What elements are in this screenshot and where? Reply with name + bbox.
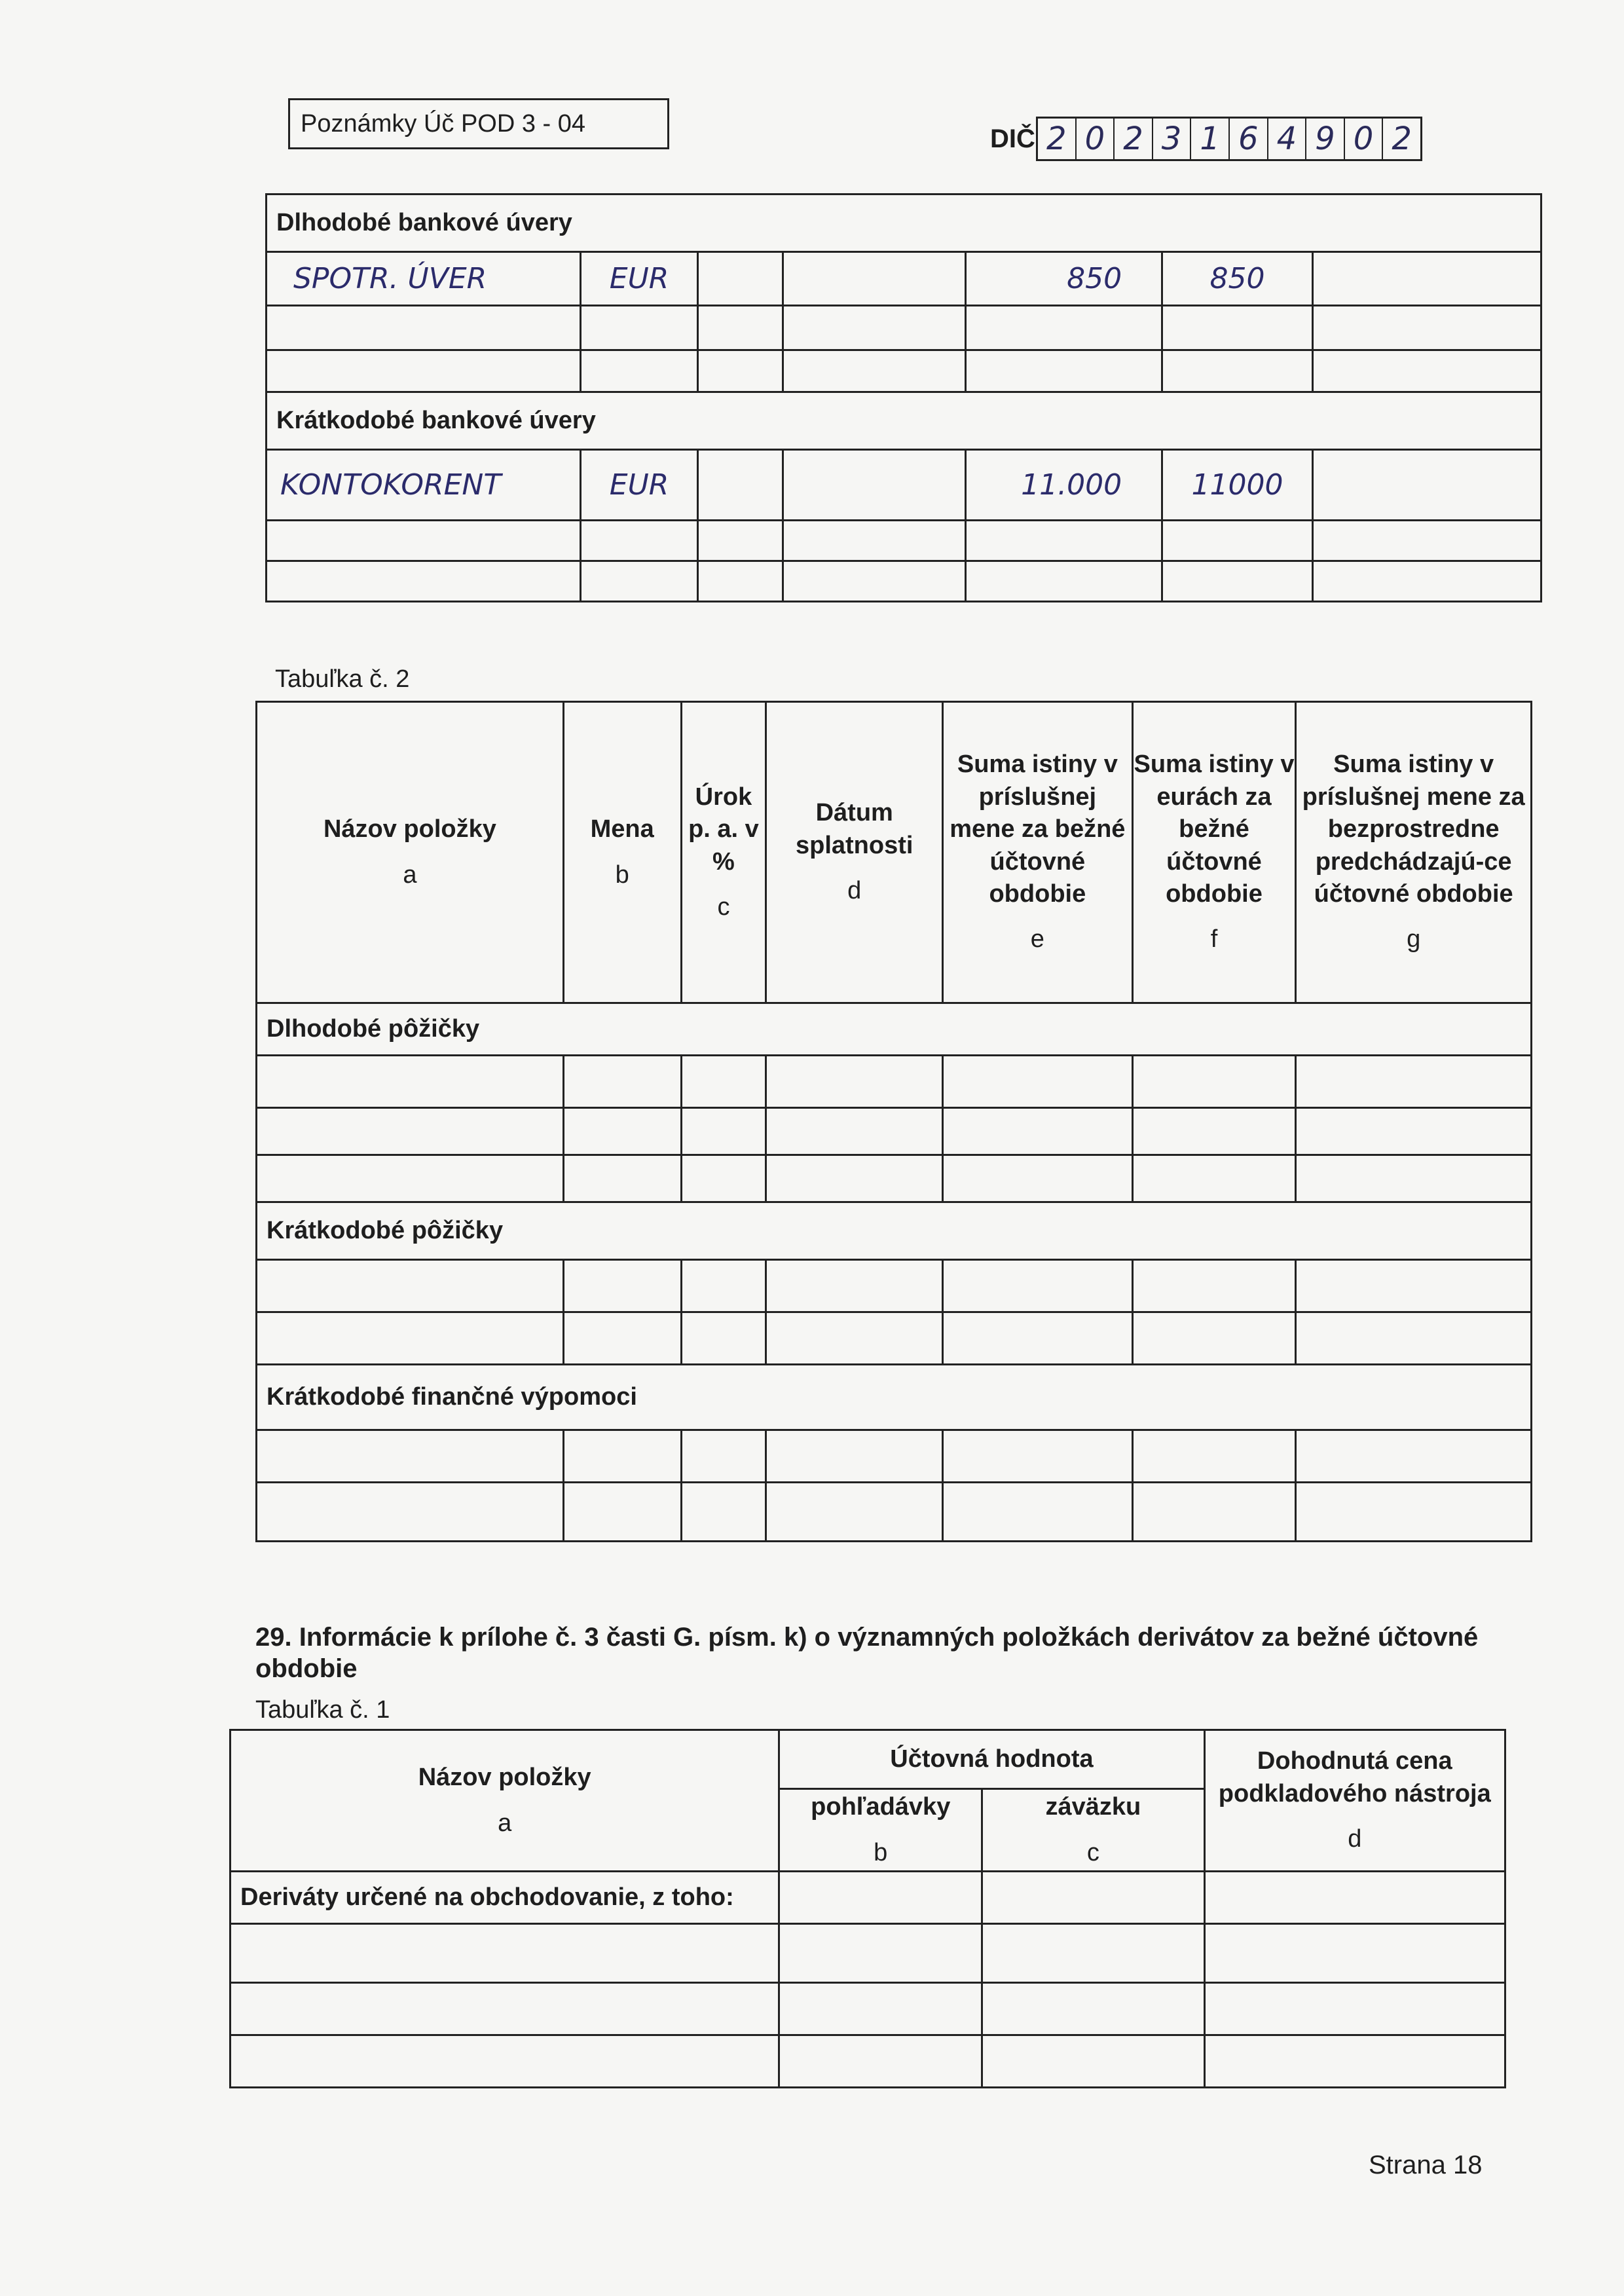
dic-digit: 2 xyxy=(1392,120,1412,157)
dic-digit: 1 xyxy=(1191,119,1230,159)
table-cell xyxy=(783,450,966,521)
loan-name-cell: KONTOKORENT xyxy=(267,450,581,521)
long-term-bank-loans-label: Dlhodobé bankové úvery xyxy=(267,194,1541,252)
dic-digit: 6 xyxy=(1230,119,1268,159)
table-cell xyxy=(783,252,966,306)
derivatives-trading-label: Deriváty určené na obchodovanie, z toho: xyxy=(231,1872,779,1924)
col-header-agreed-price: Dohodnutá cena podkladového nástroja d xyxy=(1204,1730,1505,1872)
col-header-principal-current: Suma istiny v príslušnej mene za bežné účtovné obdobie e xyxy=(943,702,1133,1003)
short-term-loans-label: Krátkodobé pôžičky xyxy=(257,1202,1532,1260)
dic-digit: 2 xyxy=(1115,119,1153,159)
loan-currency-cell: EUR xyxy=(580,252,698,306)
dic-field xyxy=(1036,117,1422,161)
col-header-name: Názov položky a xyxy=(257,702,564,1003)
dic-digit: 4 xyxy=(1268,119,1307,159)
dic-label: DIČ xyxy=(990,124,1035,153)
page-number: Strana 18 xyxy=(1369,2151,1483,2179)
short-term-financial-assistance-label: Krátkodobé finančné výpomoci xyxy=(257,1365,1532,1430)
loan-name-cell: SPOTR. ÚVER xyxy=(267,252,581,306)
col-header-maturity: Dátum splatnosti d xyxy=(766,702,943,1003)
table-cell xyxy=(1312,450,1541,521)
bank-loans-table xyxy=(265,193,1542,602)
dic-digit: 0 xyxy=(1077,119,1115,159)
dic-digit: 9 xyxy=(1306,119,1345,159)
section-29-title: 29. Informácie k prílohe č. 3 časti G. písm. k) o významných položkách derivátov za bežné účtovné obdobie xyxy=(255,1623,1479,1683)
loan-currency-cell: EUR xyxy=(580,450,698,521)
table2 xyxy=(255,701,1532,1542)
form-label: Poznámky Úč POD 3 - 04 xyxy=(288,98,669,149)
loan-principal-e-cell: 850 xyxy=(966,252,1162,306)
short-term-bank-loans-label: Krátkodobé bankové úvery xyxy=(267,392,1541,450)
dic-digit: 2 xyxy=(1038,119,1077,159)
col-header-principal-previous: Suma istiny v príslušnej mene za bezprostredne predchádzajú-ce účtovné obdobie g xyxy=(1296,702,1532,1003)
loan-principal-f-cell: 11000 xyxy=(1162,450,1313,521)
table1-caption: Tabuľka č. 1 xyxy=(255,1696,390,1724)
dic-digit: 0 xyxy=(1345,119,1384,159)
loan-principal-f-cell: 850 xyxy=(1162,252,1313,306)
col-header-interest: Úrok p. a. v % c xyxy=(681,702,766,1003)
col-header-receivables: pohľadávky b xyxy=(779,1789,982,1872)
col-header-payables: záväzku c xyxy=(982,1789,1204,1872)
derivatives-table xyxy=(229,1729,1506,2088)
long-term-loans-label: Dlhodobé pôžičky xyxy=(257,1003,1532,1056)
col-header-currency: Mena b xyxy=(563,702,681,1003)
col-header-principal-eur: Suma istiny v eurách za bežné účtovné obdobie f xyxy=(1132,702,1296,1003)
table-cell xyxy=(698,450,783,521)
col-header-name: Názov položky a xyxy=(231,1730,779,1872)
table2-caption: Tabuľka č. 2 xyxy=(275,665,410,693)
table-cell xyxy=(1312,252,1541,306)
col-header-book-value: Účtovná hodnota xyxy=(779,1730,1204,1789)
table-cell xyxy=(698,252,783,306)
dic-digit: 3 xyxy=(1153,119,1192,159)
loan-principal-e-cell: 11.000 xyxy=(966,450,1162,521)
